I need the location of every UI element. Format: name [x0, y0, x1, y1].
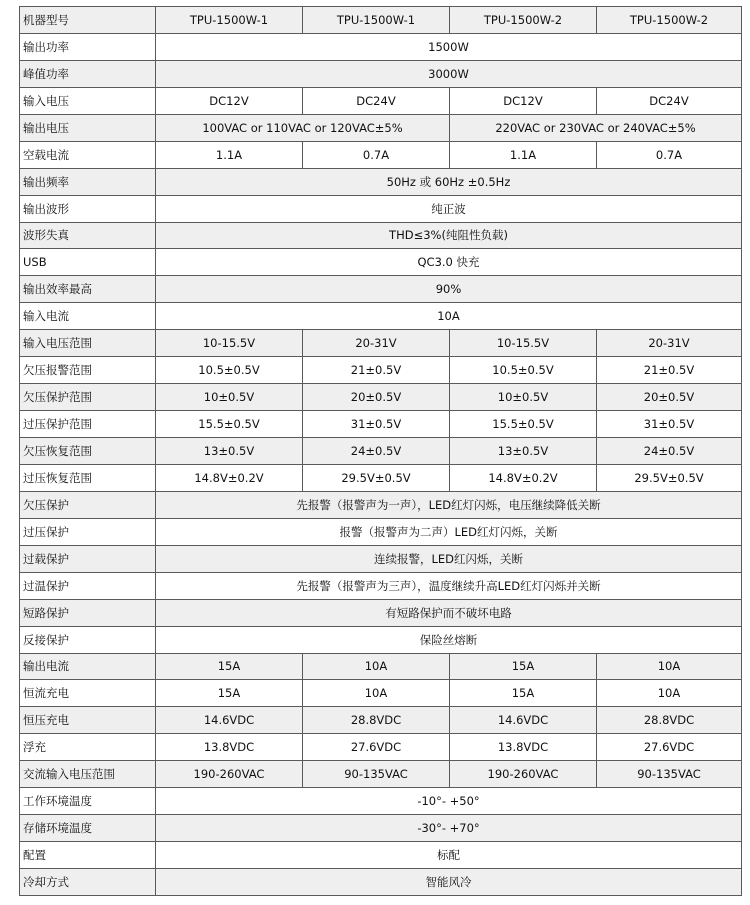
row-value: 14.8V±0.2V: [156, 464, 303, 491]
row-value: 50Hz 或 60Hz ±0.5Hz: [156, 168, 742, 195]
row-value: 先报警（报警声为三声），温度继续升高LED红灯闪烁并关断: [156, 572, 742, 599]
table-row: [20, 222, 742, 249]
table-row: [20, 195, 742, 222]
row-value: 15.5±0.5V: [450, 411, 597, 438]
row-value: 13.8VDC: [156, 734, 303, 761]
row-label: 输出频率: [20, 168, 156, 195]
table-row: [20, 491, 742, 518]
table-row: [20, 141, 742, 168]
row-value: 15A: [156, 680, 303, 707]
row-value: 15A: [450, 680, 597, 707]
table-row: [20, 330, 742, 357]
row-label: 欠压报警范围: [20, 357, 156, 384]
table-row: [20, 60, 742, 87]
table-row: [20, 438, 742, 465]
table-row: [20, 734, 742, 761]
row-value: 27.6VDC: [597, 734, 742, 761]
row-value: 21±0.5V: [597, 357, 742, 384]
row-value: -10°- +50°: [156, 788, 742, 815]
row-value: 13.8VDC: [450, 734, 597, 761]
row-value: -30°- +70°: [156, 815, 742, 842]
table-row: [20, 114, 742, 141]
row-value: 27.6VDC: [303, 734, 450, 761]
table-row: [20, 842, 742, 869]
table-row: [20, 249, 742, 276]
table-row: [20, 788, 742, 815]
row-label: 浮充: [20, 734, 156, 761]
row-label: 短路保护: [20, 599, 156, 626]
table-row: [20, 761, 742, 788]
row-value: 10A: [303, 653, 450, 680]
row-label: 过压恢复范围: [20, 464, 156, 491]
row-value: 20±0.5V: [303, 384, 450, 411]
row-value: 90-135VAC: [303, 761, 450, 788]
table-row: [20, 815, 742, 842]
table-row: [20, 869, 742, 896]
row-value: 29.5V±0.5V: [597, 464, 742, 491]
row-value: TPU-1500W-2: [597, 7, 742, 34]
table-row: [20, 7, 742, 34]
table-row: [20, 357, 742, 384]
row-value: DC12V: [156, 87, 303, 114]
row-value: 31±0.5V: [303, 411, 450, 438]
table-row: [20, 464, 742, 491]
table-row: [20, 168, 742, 195]
row-label: 过压保护: [20, 518, 156, 545]
row-value: 1.1A: [156, 141, 303, 168]
row-label: 配置: [20, 842, 156, 869]
row-value: 10.5±0.5V: [450, 357, 597, 384]
row-value: TPU-1500W-1: [156, 7, 303, 34]
row-value: 连续报警，LED红闪烁，关断: [156, 545, 742, 572]
row-value: 24±0.5V: [597, 438, 742, 465]
row-value: QC3.0 快充: [156, 249, 742, 276]
table-row: [20, 680, 742, 707]
row-label: 反接保护: [20, 626, 156, 653]
row-label: 波形失真: [20, 222, 156, 249]
row-value: 标配: [156, 842, 742, 869]
row-label: 输入电压: [20, 87, 156, 114]
table-row: [20, 653, 742, 680]
row-value: 28.8VDC: [597, 707, 742, 734]
table-row: [20, 411, 742, 438]
row-value: 报警（报警声为二声）LED红灯闪烁，关断: [156, 518, 742, 545]
table-row: [20, 626, 742, 653]
row-value: TPU-1500W-1: [303, 7, 450, 34]
row-value: 有短路保护而不破坏电路: [156, 599, 742, 626]
row-value: 31±0.5V: [597, 411, 742, 438]
row-label: 输出功率: [20, 33, 156, 60]
row-value: 10A: [303, 680, 450, 707]
row-label: 工作环境温度: [20, 788, 156, 815]
row-label: 输出效率最高: [20, 276, 156, 303]
row-label: 存储环境温度: [20, 815, 156, 842]
row-value: 14.6VDC: [156, 707, 303, 734]
row-value: 21±0.5V: [303, 357, 450, 384]
row-value: 10±0.5V: [156, 384, 303, 411]
row-label: 输出电流: [20, 653, 156, 680]
row-label: 输出电压: [20, 114, 156, 141]
row-label: USB: [20, 249, 156, 276]
row-value: THD≤3%(纯阻性负载): [156, 222, 742, 249]
row-value: 14.8V±0.2V: [450, 464, 597, 491]
row-value: 0.7A: [597, 141, 742, 168]
row-value: 纯正波: [156, 195, 742, 222]
row-value: DC24V: [303, 87, 450, 114]
table-row: [20, 303, 742, 330]
row-value: 190-260VAC: [156, 761, 303, 788]
row-label: 输出波形: [20, 195, 156, 222]
table-row: [20, 87, 742, 114]
row-label: 欠压恢复范围: [20, 438, 156, 465]
row-label: 机器型号: [20, 7, 156, 34]
table-row: [20, 707, 742, 734]
row-value: 100VAC or 110VAC or 120VAC±5%: [156, 114, 450, 141]
row-value: 29.5V±0.5V: [303, 464, 450, 491]
spec-table: [19, 6, 742, 896]
table-row: [20, 518, 742, 545]
row-value: 0.7A: [303, 141, 450, 168]
row-label: 恒压充电: [20, 707, 156, 734]
row-value: 190-260VAC: [450, 761, 597, 788]
row-value: 15A: [156, 653, 303, 680]
row-value: 10A: [597, 653, 742, 680]
row-value: 10A: [156, 303, 742, 330]
row-value: 20-31V: [303, 330, 450, 357]
row-value: 1.1A: [450, 141, 597, 168]
row-label: 输入电流: [20, 303, 156, 330]
row-value: 3000W: [156, 60, 742, 87]
row-value: 15.5±0.5V: [156, 411, 303, 438]
row-value: 10-15.5V: [156, 330, 303, 357]
row-value: 10A: [597, 680, 742, 707]
table-row: [20, 572, 742, 599]
table-row: [20, 33, 742, 60]
row-label: 过压保护范围: [20, 411, 156, 438]
table-row: [20, 599, 742, 626]
row-label: 恒流充电: [20, 680, 156, 707]
row-label: 过温保护: [20, 572, 156, 599]
row-label: 过载保护: [20, 545, 156, 572]
row-value: 20±0.5V: [597, 384, 742, 411]
row-value: 90%: [156, 276, 742, 303]
row-value: 10.5±0.5V: [156, 357, 303, 384]
row-label: 空载电流: [20, 141, 156, 168]
row-value: 保险丝熔断: [156, 626, 742, 653]
row-value: 15A: [450, 653, 597, 680]
row-value: 10-15.5V: [450, 330, 597, 357]
row-label: 输入电压范围: [20, 330, 156, 357]
row-value: 1500W: [156, 33, 742, 60]
row-value: 智能风冷: [156, 869, 742, 896]
row-value: 14.6VDC: [450, 707, 597, 734]
row-value: DC12V: [450, 87, 597, 114]
row-value: 28.8VDC: [303, 707, 450, 734]
row-value: 90-135VAC: [597, 761, 742, 788]
spec-table-body: [20, 7, 742, 896]
table-row: [20, 384, 742, 411]
row-value: TPU-1500W-2: [450, 7, 597, 34]
row-value: 10±0.5V: [450, 384, 597, 411]
row-label: 欠压保护范围: [20, 384, 156, 411]
row-label: 冷却方式: [20, 869, 156, 896]
row-value: 13±0.5V: [156, 438, 303, 465]
row-label: 欠压保护: [20, 491, 156, 518]
row-value: DC24V: [597, 87, 742, 114]
row-label: 交流输入电压范围: [20, 761, 156, 788]
row-value: 13±0.5V: [450, 438, 597, 465]
row-value: 20-31V: [597, 330, 742, 357]
row-value: 220VAC or 230VAC or 240VAC±5%: [450, 114, 742, 141]
row-value: 先报警（报警声为一声），LED红灯闪烁，电压继续降低关断: [156, 491, 742, 518]
table-row: [20, 545, 742, 572]
table-row: [20, 276, 742, 303]
row-value: 24±0.5V: [303, 438, 450, 465]
row-label: 峰值功率: [20, 60, 156, 87]
